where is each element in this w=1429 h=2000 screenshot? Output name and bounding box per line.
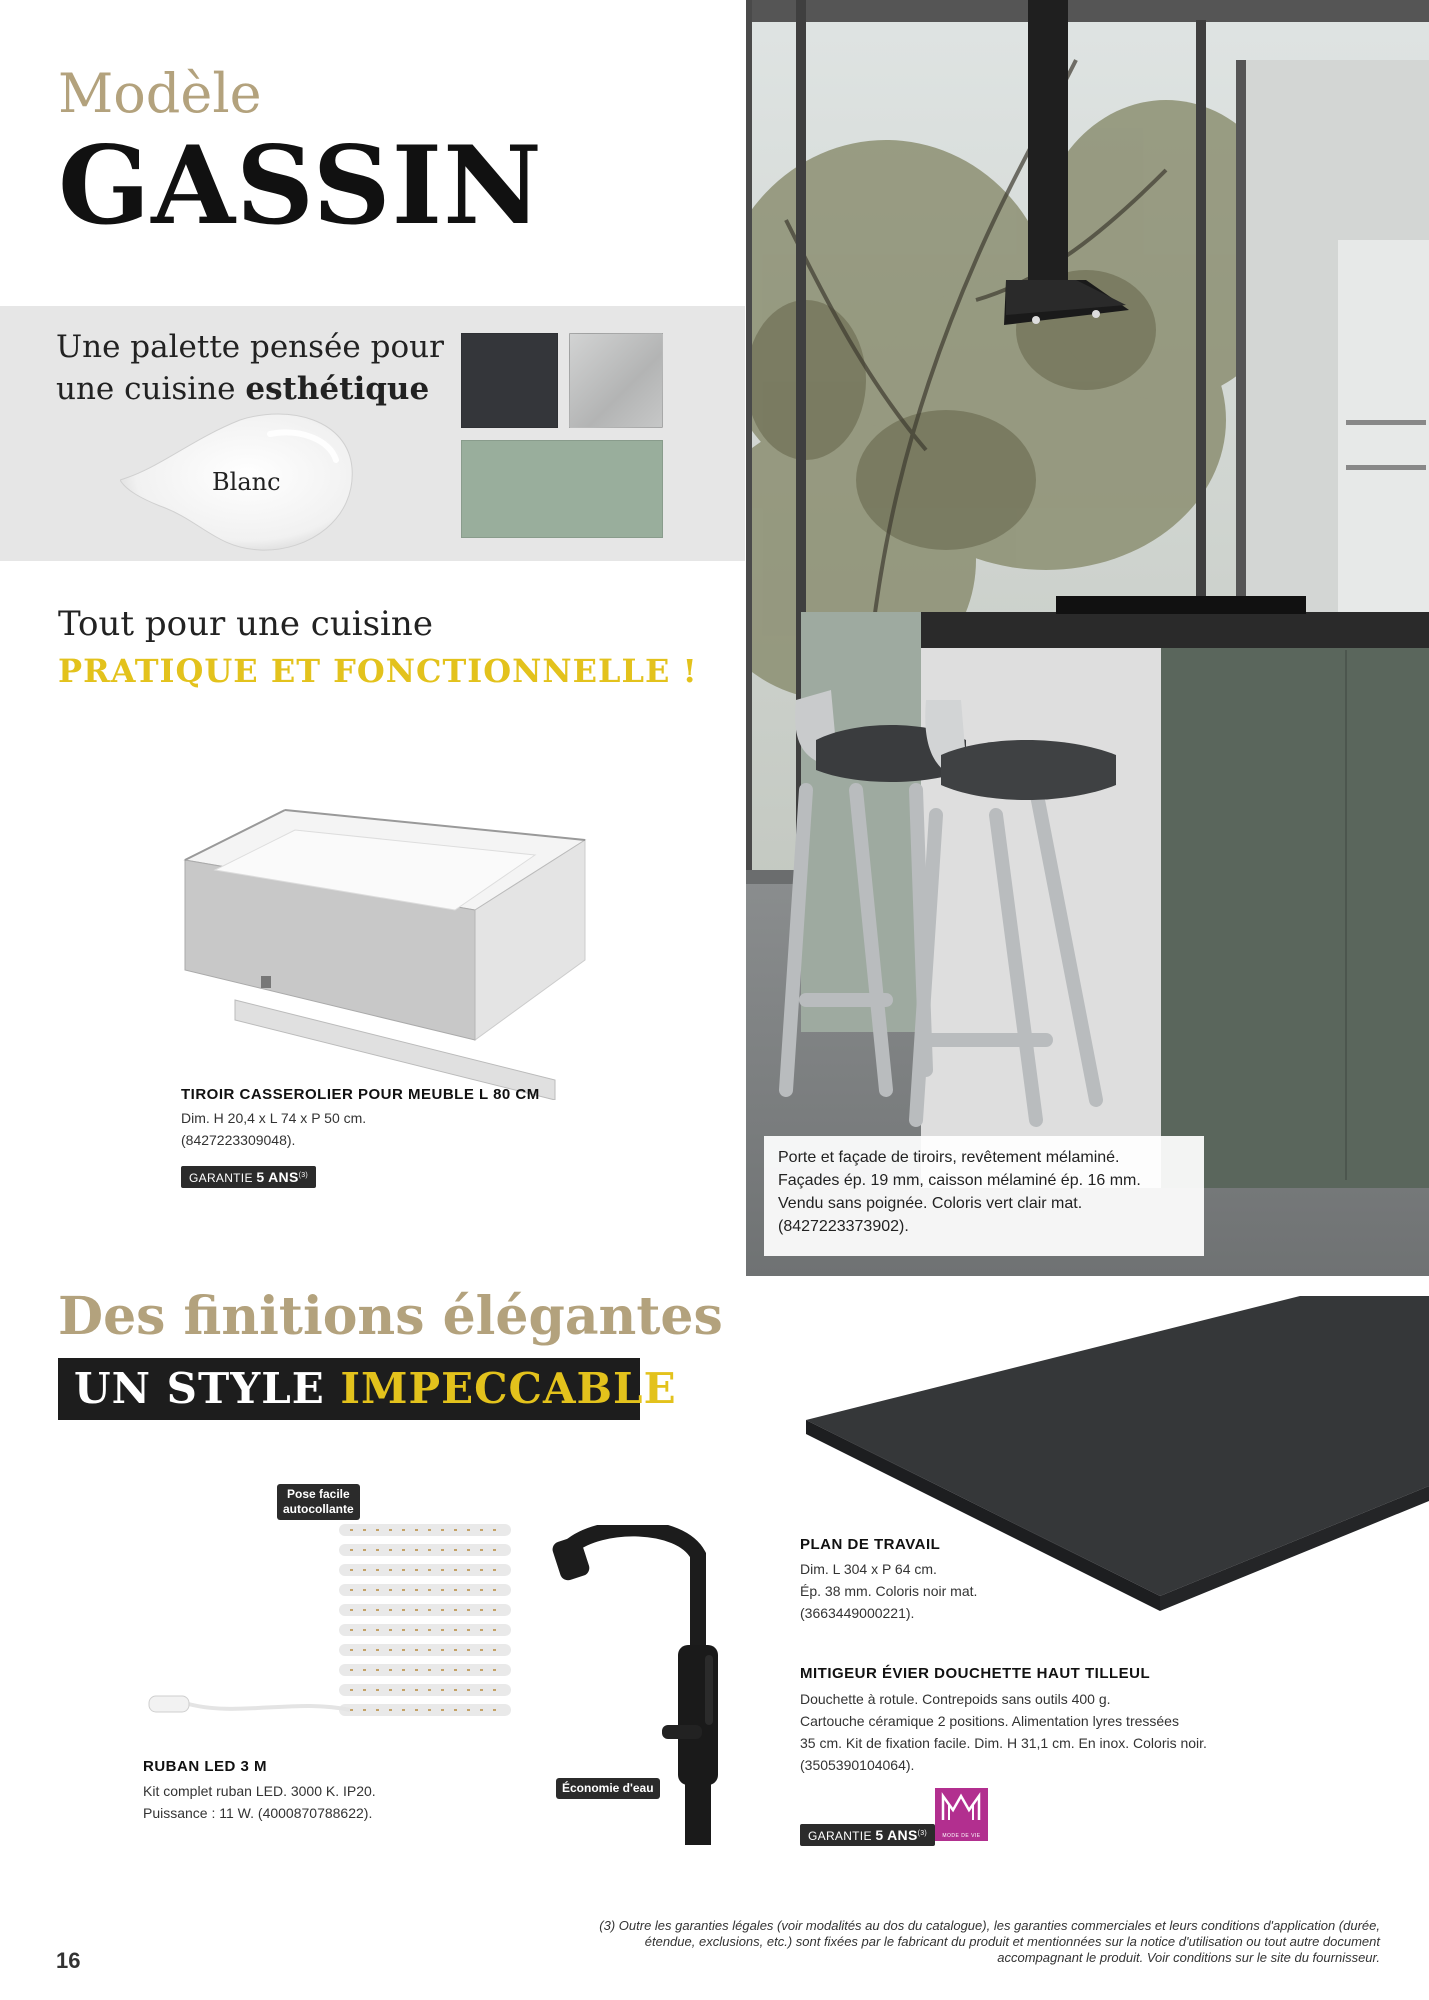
page-number: 16 [56, 1948, 81, 1973]
swatch-vert-clair [461, 440, 663, 538]
drawer-ref: (8427223309048). [181, 1132, 296, 1148]
palette-line-1: Une palette pensée pour [56, 329, 444, 365]
practical-heading-1: Tout pour une cuisine [58, 604, 433, 644]
style-bar-white: UN STYLE [74, 1364, 341, 1413]
brand-caption: MODE DE VIE [942, 1833, 981, 1839]
worktop-line-3: (3663449000221). [800, 1605, 915, 1621]
photo-caption [764, 1136, 1204, 1256]
drawer-badge-bold: 5 ANS [256, 1169, 299, 1185]
brand-logo [935, 1788, 988, 1841]
kitchen-photo [746, 0, 1429, 1276]
faucet-line-2: Cartouche céramique 2 positions. Alimentation lyres tressées [800, 1713, 1179, 1729]
footnote-line-3: accompagnant le produit. Voir conditions sur le site du fournisseur. [997, 1950, 1380, 1965]
style-bar-yellow: IMPECCABLE [340, 1364, 677, 1413]
palette-line-2 [56, 368, 444, 410]
style-bar-text [74, 1364, 677, 1413]
led-tag-line-1: Pose facile [286, 1487, 350, 1501]
led-line-2: Puissance : 11 W. (4000870788622). [143, 1805, 373, 1821]
faucet-line-3: 35 cm. Kit de fixation facile. Dim. H 31,1 cm. En inox. Coloris noir. [800, 1735, 1207, 1751]
faucet-eco-tag: Économie d'eau [556, 1778, 660, 1799]
palette-heading [56, 326, 444, 410]
faucet-title: MITIGEUR ÉVIER DOUCHETTE HAUT TILLEUL [800, 1665, 1151, 1682]
footnote-line-2: étendue, exclusions, etc.) sont fixées par le fabricant du produit et mentionnées sur la notice d'utilisation ou tout autre document [644, 1934, 1380, 1949]
legal-footnote [520, 1918, 1380, 1966]
faucet-badge-prefix: GARANTIE [808, 1829, 876, 1843]
led-line-1: Kit complet ruban LED. 3000 K. IP20. [143, 1783, 376, 1799]
model-eyebrow: Modèle [58, 62, 262, 125]
photo-caption-line-2: Façades ép. 19 mm, caisson mélaminé ép. 16 mm. [778, 1172, 1141, 1189]
faucet-badge-bold: 5 ANS [875, 1827, 918, 1843]
led-tag-line-2: autocollante [283, 1502, 354, 1516]
faucet-line-4: (3505390104064). [800, 1757, 915, 1773]
swatch-anthracite [461, 333, 558, 428]
worktop-line-2: Ép. 38 mm. Coloris noir mat. [800, 1583, 978, 1599]
led-tag [277, 1484, 360, 1520]
faucet-warranty-badge [800, 1824, 935, 1846]
drawer-warranty-badge [181, 1166, 316, 1188]
led-title: RUBAN LED 3 M [143, 1758, 268, 1775]
worktop-line-1: Dim. L 304 x P 64 cm. [800, 1561, 937, 1577]
faucet-badge-sup: (3) [917, 1830, 928, 1837]
photo-caption-line-3: Vendu sans poignée. Coloris vert clair mat. [778, 1195, 1083, 1212]
worktop-title: PLAN DE TRAVAIL [800, 1536, 941, 1553]
palette-line-2-bold: esthétique [245, 371, 430, 407]
drawer-dims: Dim. H 20,4 x L 74 x P 50 cm. [181, 1110, 367, 1126]
photo-caption-line-4: (8427223373902). [778, 1218, 909, 1235]
photo-caption-line-1: Porte et façade de tiroirs, revêtement mélaminé. [778, 1149, 1120, 1166]
practical-heading-2: PRATIQUE ET FONCTIONNELLE ! [58, 652, 698, 690]
model-title: GASSIN [58, 123, 543, 249]
blob-label: Blanc [212, 468, 281, 496]
footnote-line-1: (3) Outre les garanties légales (voir modalités au dos du catalogue), les garanties commerciales et leurs conditions d'application (durée, [599, 1918, 1380, 1933]
drawer-image [175, 800, 595, 1100]
swatch-metal [569, 333, 663, 428]
faucet-line-1: Douchette à rotule. Contrepoids sans outils 400 g. [800, 1691, 1111, 1707]
brand-monogram-icon [935, 1788, 988, 1828]
drawer-title: TIROIR CASSEROLIER POUR MEUBLE L 80 CM [181, 1086, 540, 1103]
drawer-badge-sup: (3) [298, 1172, 309, 1179]
drawer-badge-prefix: GARANTIE [189, 1171, 257, 1185]
led-strip-image [145, 1518, 525, 1738]
finitions-heading: Des finitions élégantes [58, 1286, 723, 1347]
palette-line-2-prefix: une cuisine [56, 371, 246, 407]
